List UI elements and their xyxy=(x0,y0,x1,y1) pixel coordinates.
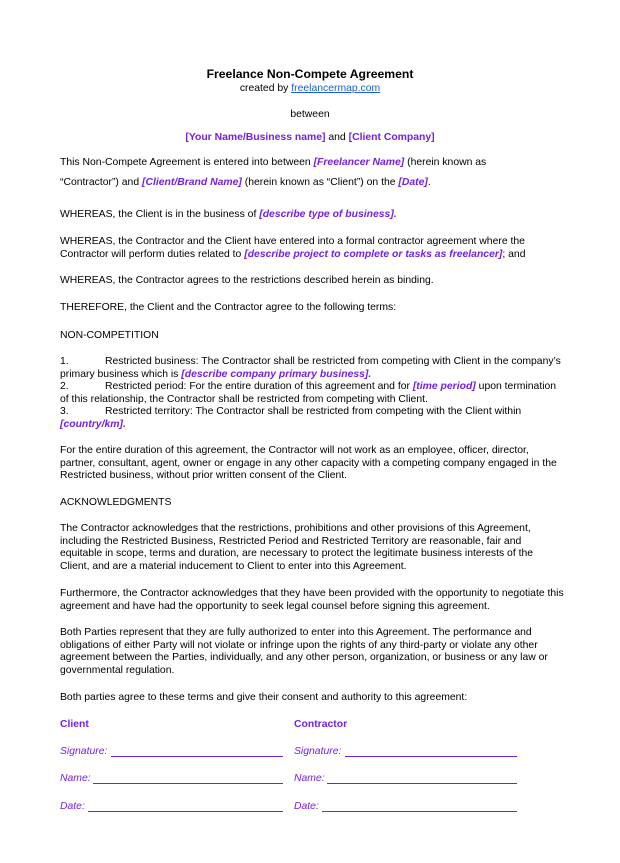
whereas-business xyxy=(60,209,565,222)
whereas-agreement-end: ; and xyxy=(502,248,526,260)
item-number: 1. xyxy=(60,356,69,367)
restricted-business-item xyxy=(60,356,565,381)
date-label: Date: xyxy=(294,801,319,812)
name-line[interactable] xyxy=(327,783,517,784)
party-a-placeholder: [Your Name/Business name] xyxy=(185,132,326,143)
restricted-territory-item xyxy=(60,406,565,431)
client-signature-field[interactable] xyxy=(60,745,290,758)
name-line[interactable] xyxy=(93,783,283,784)
item-number: 3. xyxy=(60,406,69,417)
acknowledgments-heading: ACKNOWLEDGMENTS xyxy=(60,497,172,508)
acknowledgment-paragraph-3: Both Parties represent that they are fully authorized to enter into this Agreement. The performance and obligations of either Party will not violate or infringe upon the rights of any third-party or violate any other agreement between the Parties, individually, and any other person, organization, or business or any law or governmental regulation. xyxy=(60,627,548,676)
time-period-placeholder: [time period] xyxy=(412,381,476,392)
country-km-placeholder: [country/km] xyxy=(60,418,123,430)
item-number: 2. xyxy=(60,381,69,392)
date-placeholder: [Date] xyxy=(398,176,428,188)
and-text: and xyxy=(325,132,349,143)
party-b-placeholder: [Client Company] xyxy=(348,132,435,143)
signature-label: Signature: xyxy=(294,746,342,757)
restricted-territory-text: Restricted territory: The Contractor shall be restricted from competing with the Client within xyxy=(105,406,522,417)
restricted-period-item xyxy=(60,381,565,406)
intro-text-4: (herein known as “Client”) on the xyxy=(241,176,399,188)
restricted-territory-end: . xyxy=(122,418,126,430)
contractor-signature-heading: Contractor xyxy=(294,719,348,730)
whereas-business-end: . xyxy=(393,209,397,220)
intro-paragraph xyxy=(60,157,565,189)
restricted-period-end: upon termination of this relationship, the Contractor shall be restricted from competing with Client. xyxy=(60,381,557,405)
client-name-field[interactable] xyxy=(60,772,290,785)
contractor-name-field[interactable] xyxy=(294,772,524,785)
signature-line[interactable] xyxy=(111,756,283,757)
acknowledgment-paragraph-2: Furthermore, the Contractor acknowledges that they have been provided with the opportunity to negotiate this agreement and have had the opportunity to seek legal counsel before signing this agreement. xyxy=(60,588,564,612)
acknowledgment-paragraph-1: The Contractor acknowledges that the restrictions, prohibitions and other provisions of this Agreement, including the Restricted Business, Restricted Period and Restricted Territory are reasonable, fair and equitable in scope, terms and duration, are necessary to protect the legitimate business interests of the Client, and are a material inducement to Client to enter into this Agreement. xyxy=(60,523,534,572)
intro-text-3: “Contractor”) and xyxy=(60,176,142,188)
date-line[interactable] xyxy=(88,811,283,812)
date-line[interactable] xyxy=(322,811,517,812)
whereas-agreement xyxy=(60,236,565,261)
client-date-field[interactable] xyxy=(60,800,290,813)
date-label: Date: xyxy=(60,801,85,812)
client-brand-placeholder: [Client/Brand Name] xyxy=(142,176,242,188)
restricted-period-text: Restricted period: For the entire duration of this agreement and for xyxy=(105,381,413,392)
parties-line xyxy=(0,132,620,145)
signature-line[interactable] xyxy=(345,756,517,757)
consent-paragraph: Both parties agree to these terms and give their consent and authority to this agreement: xyxy=(60,692,468,703)
created-by-line xyxy=(0,83,620,96)
signature-label: Signature: xyxy=(60,746,108,757)
duration-paragraph: For the entire duration of this agreement, the Contractor will not work as an employee, officer, director, partner, consultant, agent, owner or engage in any other capacity with a competing company engaged in the Restricted business, without prior written consent of the Client. xyxy=(60,445,557,482)
restricted-business-text: Restricted business: The Contractor shall be restricted from competing with Client in the company’s primary business which is xyxy=(60,356,561,380)
name-label: Name: xyxy=(294,773,325,784)
intro-text-2: (herein known as xyxy=(404,157,487,168)
project-placeholder: [describe project to complete or tasks as freelancer] xyxy=(244,248,503,260)
whereas-restrictions: WHEREAS, the Contractor agrees to the restrictions described herein as binding. xyxy=(60,275,434,286)
intro-text-1: This Non-Compete Agreement is entered into between xyxy=(60,157,314,168)
document-title: Freelance Non-Compete Agreement xyxy=(206,67,414,81)
client-signature-heading: Client xyxy=(60,719,89,730)
restricted-business-end: . xyxy=(368,368,372,380)
site-link[interactable]: freelancermap.com xyxy=(291,83,381,94)
business-type-placeholder: [describe type of business] xyxy=(259,209,394,220)
freelancer-name-placeholder: [Freelancer Name] xyxy=(313,157,405,168)
whereas-agreement-text: WHEREAS, the Contractor and the Client have entered into a formal contractor agreement where the Contractor will perform duties related to xyxy=(60,236,525,260)
primary-business-placeholder: [describe company primary business] xyxy=(181,368,369,380)
between-text: between xyxy=(290,109,330,120)
therefore-paragraph: THEREFORE, the Client and the Contractor agree to the following terms: xyxy=(60,302,397,313)
non-competition-heading: NON-COMPETITION xyxy=(60,330,159,341)
contractor-signature-field[interactable] xyxy=(294,745,524,758)
intro-text-5: . xyxy=(427,176,431,188)
contractor-date-field[interactable] xyxy=(294,800,524,813)
name-label: Name: xyxy=(60,773,91,784)
created-by-text: created by xyxy=(239,83,292,94)
whereas-business-text: WHEREAS, the Client is in the business of xyxy=(60,209,260,220)
